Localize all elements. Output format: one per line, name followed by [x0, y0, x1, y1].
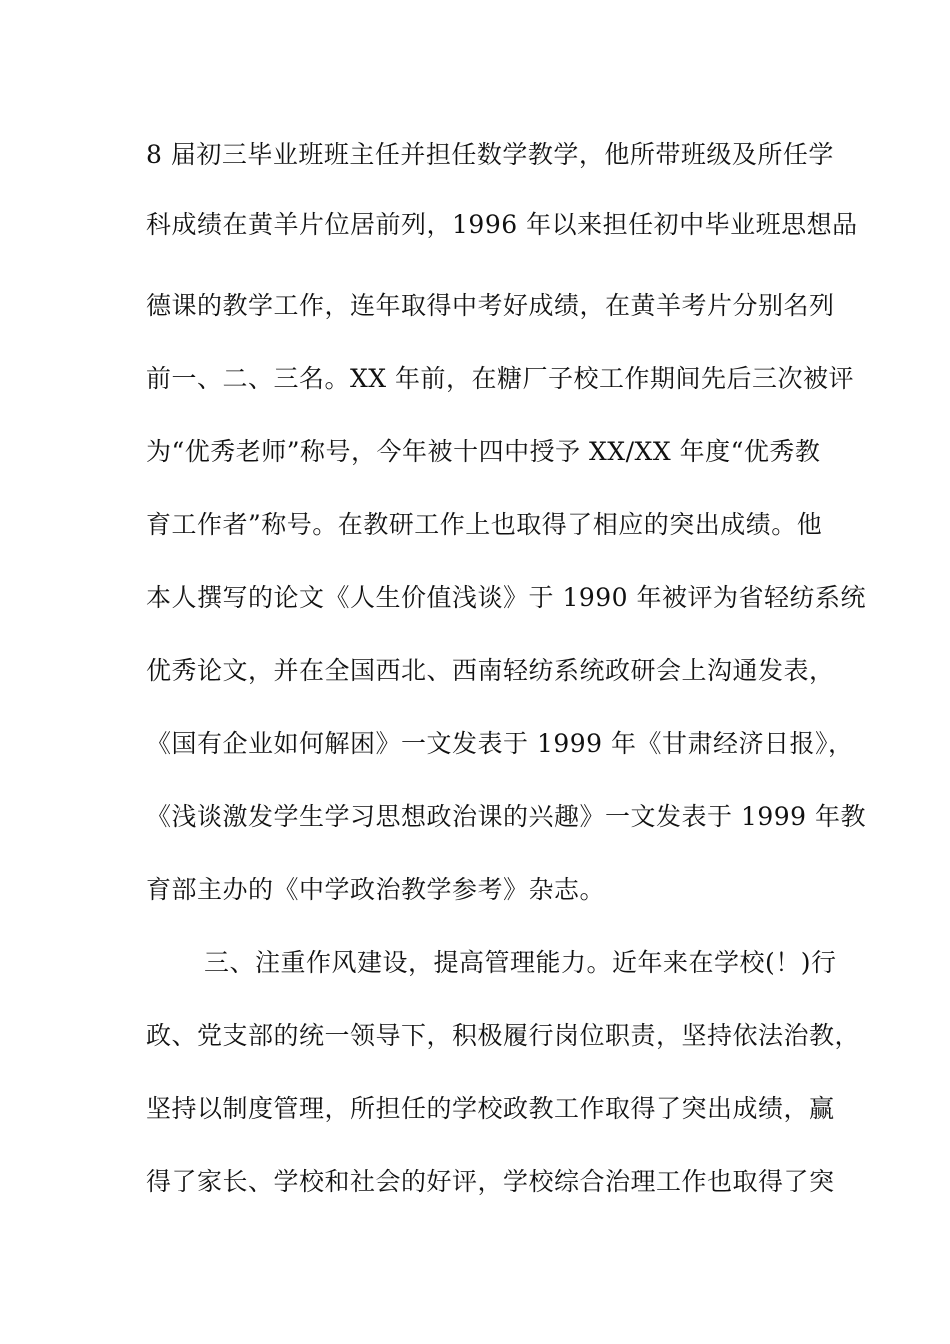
text-line-13: 政、党支部的统一领导下，积极履行岗位职责，坚持依法治教， [146, 1021, 861, 1050]
text-line-11: 育部主办的《中学政治教学参考》杂志。 [146, 875, 606, 904]
text-line-12: 三、注重作风建设，提高管理能力。近年来在学校(！)行 [204, 948, 837, 977]
text-line-15: 得了家长、学校和社会的好评，学校综合治理工作也取得了突 [146, 1167, 835, 1196]
text-line-7: 本人撰写的论文《人生价值浅谈》于 1990 年被评为省轻纺系统 [146, 583, 867, 612]
text-line-8: 优秀论文，并在全国西北、西南轻纺系统政研会上沟通发表， [146, 656, 835, 685]
text-line-1: 8 届初三毕业班班主任并担任数学教学，他所带班级及所任学 [146, 140, 834, 169]
text-line-9: 《国有企业如何解困》一文发表于 1999 年《甘肃经济日报》， [146, 729, 854, 758]
text-line-10: 《浅谈激发学生学习思想政治课的兴趣》一文发表于 1999 年教 [146, 802, 867, 831]
text-line-4: 前一、二、三名。XX 年前，在糖厂子校工作期间先后三次被评 [146, 364, 855, 393]
text-line-5: 为“优秀老师”称号，今年被十四中授予 XX/XX 年度“优秀教 [146, 437, 821, 466]
text-line-14: 坚持以制度管理，所担任的学校政教工作取得了突出成绩，赢 [146, 1094, 835, 1123]
text-line-3: 德课的教学工作，连年取得中考好成绩，在黄羊考片分别名列 [146, 291, 835, 320]
text-line-6: 育工作者”称号。在教研工作上也取得了相应的突出成绩。他 [146, 510, 823, 539]
text-line-2: 科成绩在黄羊片位居前列，1996 年以来担任初中毕业班思想品 [146, 210, 858, 239]
